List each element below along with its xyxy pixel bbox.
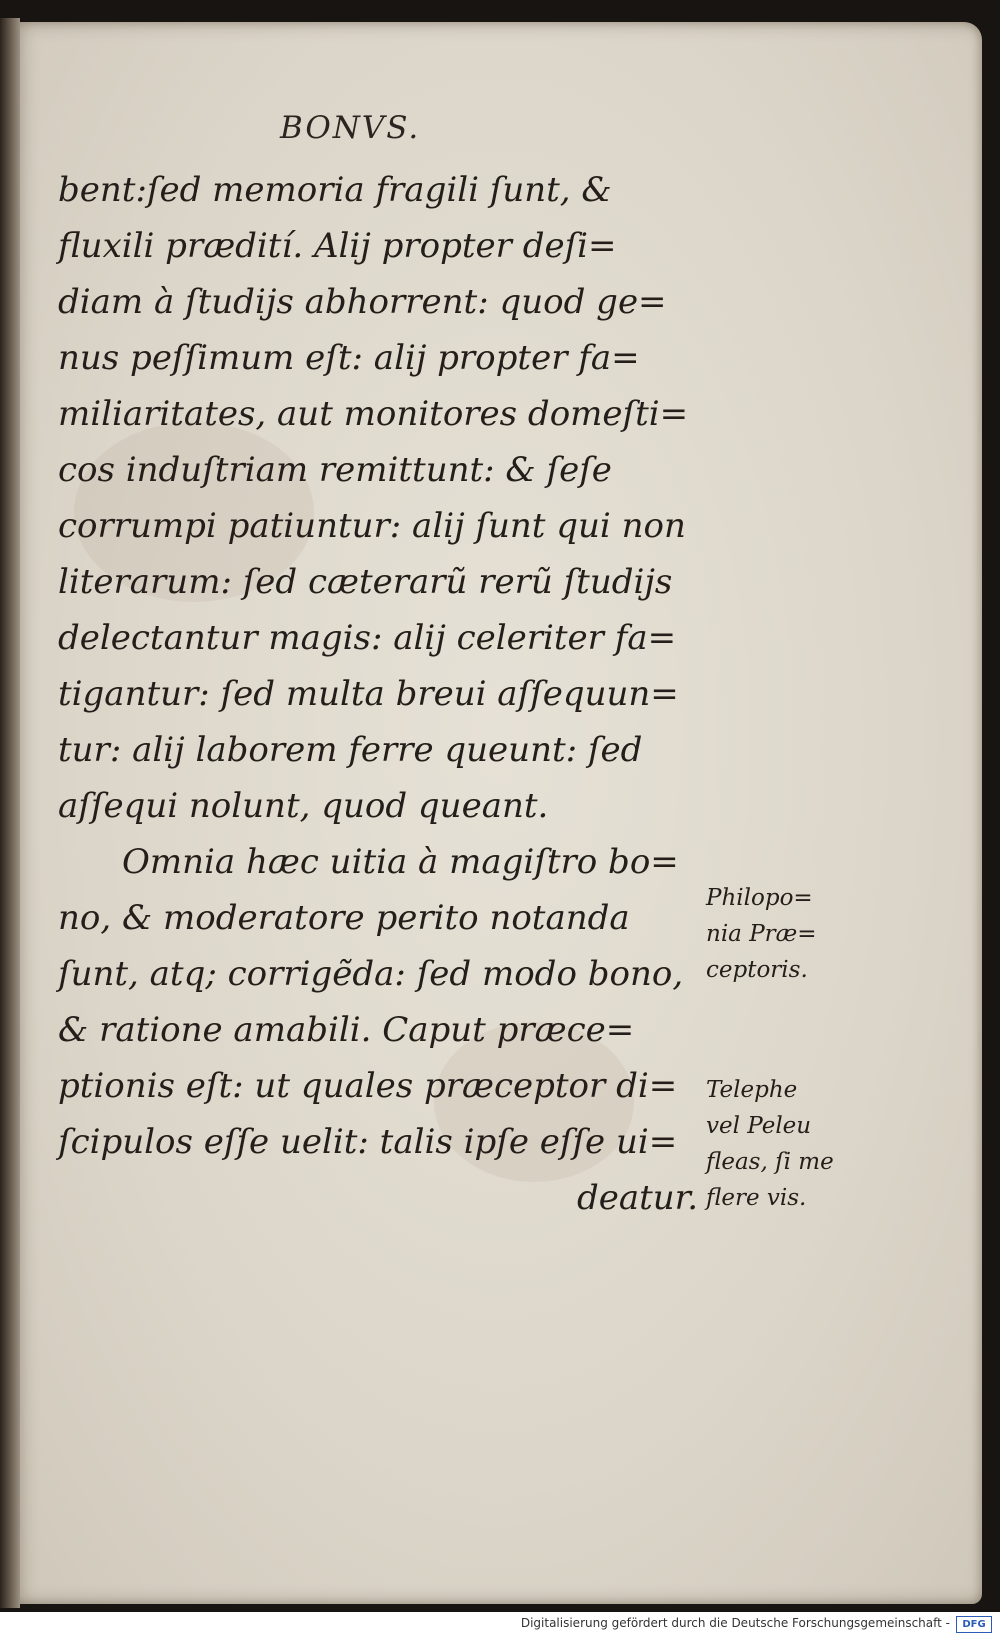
marginal-note-telephe bbox=[706, 1072, 834, 1216]
main-text-block bbox=[58, 162, 698, 1226]
text-line: tur: alij laborem ferre queunt: ſed bbox=[58, 730, 643, 770]
text-line: ptionis eſt: ut quales præceptor di= bbox=[58, 1066, 678, 1106]
text-line: & ratione amabili. Caput præce= bbox=[58, 1010, 635, 1050]
running-head: BONVS. bbox=[280, 110, 421, 146]
text-line: bent:ſed memoria fragili ſunt, & bbox=[58, 170, 612, 210]
funding-credit: Digitalisierung gefördert durch die Deutsche Forschungsgemeinschaft - bbox=[520, 1616, 950, 1630]
text-line: ſunt, atq; corrigẽda: ſed modo bono, bbox=[58, 954, 684, 994]
marginal-note-line: nia Præ= bbox=[706, 921, 817, 947]
text-line: miliaritates, aut monitores domeſti= bbox=[58, 394, 689, 434]
marginal-note-line: ceptoris. bbox=[706, 957, 808, 983]
paragraph-start-line: Omnia hæc uitia à magiſtro bo= bbox=[122, 842, 679, 882]
marginal-note-line: vel Peleu bbox=[706, 1113, 812, 1139]
footer-bar bbox=[0, 1612, 1000, 1637]
show-through-text bbox=[144, 102, 165, 158]
text-line: literarum: ſed cæterarũ rerũ ſtudijs bbox=[58, 562, 673, 602]
catchword-line: deatur. bbox=[576, 1178, 698, 1218]
marginal-note-line: Philopo= bbox=[706, 885, 813, 911]
text-line: ſcipulos eſſe uelit: talis ipſe eſſe ui= bbox=[58, 1122, 678, 1162]
text-line: tigantur: ſed multa breui aſſequun= bbox=[58, 674, 679, 714]
text-line: cos induſtriam remittunt: & ſeſe bbox=[58, 450, 612, 490]
text-line: corrumpi patiuntur: alij ſunt qui non bbox=[58, 506, 686, 546]
marginal-note-philoponia bbox=[706, 880, 817, 988]
marginal-note-line: Telephe bbox=[706, 1077, 798, 1103]
text-line: diam à ſtudijs abhorrent: quod ge= bbox=[58, 282, 667, 322]
text-line: fluxili prædití. Alij propter deſi= bbox=[58, 226, 617, 266]
marginal-note-line: fleas, ſi me bbox=[706, 1149, 834, 1175]
text-line: nus peſſimum eſt: alij propter fa= bbox=[58, 338, 640, 378]
marginal-note-line: flere vis. bbox=[706, 1185, 807, 1211]
text-line: delectantur magis: alij celeriter fa= bbox=[58, 618, 677, 658]
text-line: no, & moderatore perito notanda bbox=[58, 898, 630, 938]
page-gutter-edge bbox=[0, 18, 20, 1608]
dfg-logo: DFG bbox=[956, 1616, 992, 1633]
text-line: aſſequi nolunt, quod queant. bbox=[58, 786, 549, 826]
